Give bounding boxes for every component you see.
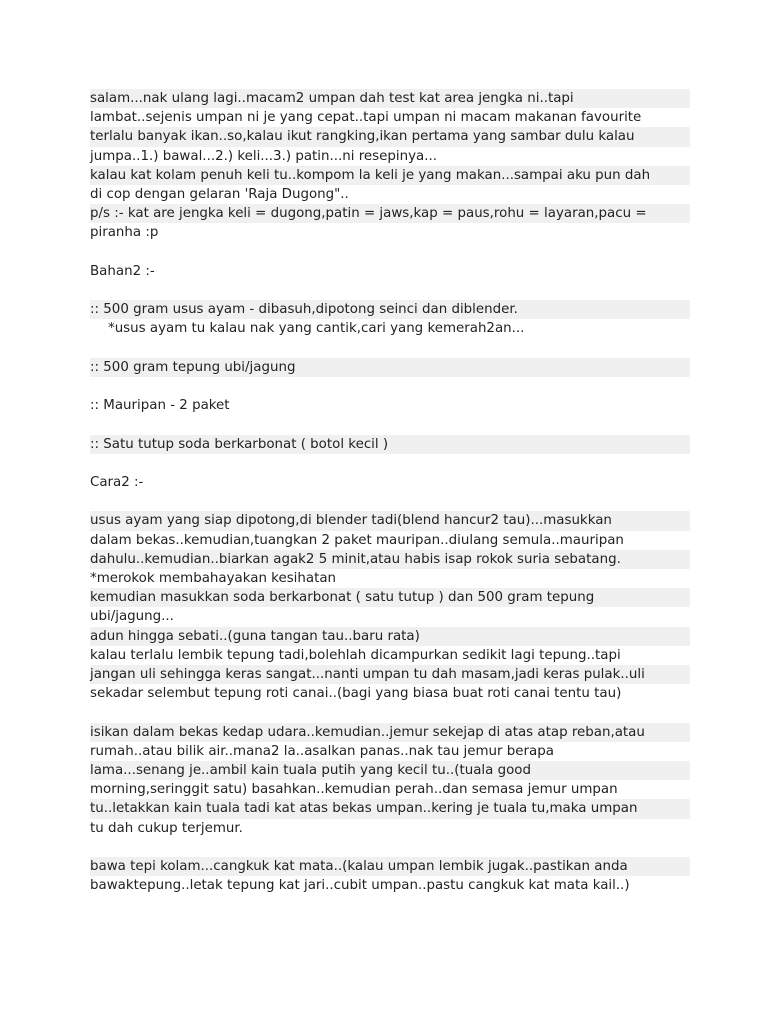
ingredient-mauripan bbox=[90, 396, 690, 415]
ingredient-tepung bbox=[90, 358, 690, 377]
text-line: bawa tepi kolam...cangkuk kat mata..(kalau umpan lembik jugak..pastikan anda bbox=[90, 857, 690, 876]
text-line: rumah..atau bilik air..mana2 la..asalkan panas..nak tau jemur berapa bbox=[90, 743, 554, 759]
text-line: tu..letakkan kain tuala tadi kat atas bekas umpan..kering je tuala tu,maka umpan bbox=[90, 799, 690, 818]
text-line: jumpa..1.) bawal...2.) keli...3.) patin...ni resepinya... bbox=[90, 148, 437, 164]
text-line: lambat..sejenis umpan ni je yang cepat..tapi umpan ni macam makanan favourite bbox=[90, 110, 642, 126]
text-line: jangan uli sehingga keras sangat...nanti umpan tu dah masam,jadi keras pulak..uli bbox=[90, 665, 690, 684]
text-line: *usus ayam tu kalau nak yang cantik,cari yang kemerah2an... bbox=[108, 321, 525, 337]
text-line: kalau terlalu lembik tepung tadi,bolehlah dicampurkan sedikit lagi tepung..tapi bbox=[90, 647, 621, 663]
text-line: di cop dengan gelaran 'Raja Dugong".. bbox=[90, 187, 349, 203]
text-line: morning,seringgit satu) basahkan..kemudian perah..dan semasa jemur umpan bbox=[90, 782, 618, 798]
text-line: ubi/jagung... bbox=[90, 609, 174, 625]
ingredient-usus-ayam bbox=[90, 300, 690, 338]
text-line: salam...nak ulang lagi..macam2 umpan dah test kat area jengka ni..tapi bbox=[90, 89, 690, 108]
text-line: adun hingga sebati..(guna tangan tau..baru rata) bbox=[90, 627, 690, 646]
text-line: isikan dalam bekas kedap udara..kemudian..jemur sekejap di atas atap reban,atau bbox=[90, 723, 690, 742]
ingredient-soda bbox=[90, 435, 690, 454]
text-line: piranha :p bbox=[90, 225, 159, 241]
text-line: kemudian masukkan soda berkarbonat ( satu tutup ) dan 500 gram tepung bbox=[90, 588, 690, 607]
text-line: kalau kat kolam penuh keli tu..kompom la keli je yang makan...sampai aku pun dah bbox=[90, 166, 690, 185]
text-line: :: 500 gram tepung ubi/jagung bbox=[90, 358, 690, 377]
cara-paragraph-2 bbox=[90, 723, 690, 838]
document-page bbox=[90, 89, 690, 915]
bahan-heading-block bbox=[90, 262, 690, 281]
text-line: terlalu banyak ikan..so,kalau ikut rangking,ikan pertama yang sambar dulu kalau bbox=[90, 127, 690, 146]
text-line: *merokok membahayakan kesihatan bbox=[90, 570, 337, 586]
cara-heading-block bbox=[90, 473, 690, 492]
text-line: dahulu..kemudian..biarkan agak2 5 minit,atau habis isap rokok suria sebatang. bbox=[90, 550, 690, 569]
text-line: sekadar selembut tepung roti canai..(bagi yang biasa buat roti canai tentu tau) bbox=[90, 686, 622, 702]
cara-paragraph-3 bbox=[90, 857, 690, 895]
text-line: :: 500 gram usus ayam - dibasuh,dipotong seinci dan diblender. bbox=[90, 300, 690, 319]
text-line: :: Satu tutup soda berkarbonat ( botol kecil ) bbox=[90, 435, 690, 454]
text-line: lama...senang je..ambil kain tuala putih yang kecil tu..(tuala good bbox=[90, 761, 690, 780]
text-line: p/s :- kat are jengka keli = dugong,patin = jaws,kap = paus,rohu = layaran,pacu = bbox=[90, 204, 690, 223]
text-line: usus ayam yang siap dipotong,di blender tadi(blend hancur2 tau)...masukkan bbox=[90, 511, 690, 530]
text-line: tu dah cukup terjemur. bbox=[90, 820, 243, 836]
bahan-heading: Bahan2 :- bbox=[90, 263, 155, 279]
intro-paragraph bbox=[90, 89, 690, 243]
cara-paragraph-1 bbox=[90, 511, 690, 703]
text-line: dalam bekas..kemudian,tuangkan 2 paket mauripan..diulang semula..mauripan bbox=[90, 532, 624, 548]
text-line: bawaktepung..letak tepung kat jari..cubit umpan..pastu cangkuk kat mata kail..) bbox=[90, 878, 630, 894]
cara-heading: Cara2 :- bbox=[90, 474, 144, 490]
text-line: :: Mauripan - 2 paket bbox=[90, 398, 230, 414]
